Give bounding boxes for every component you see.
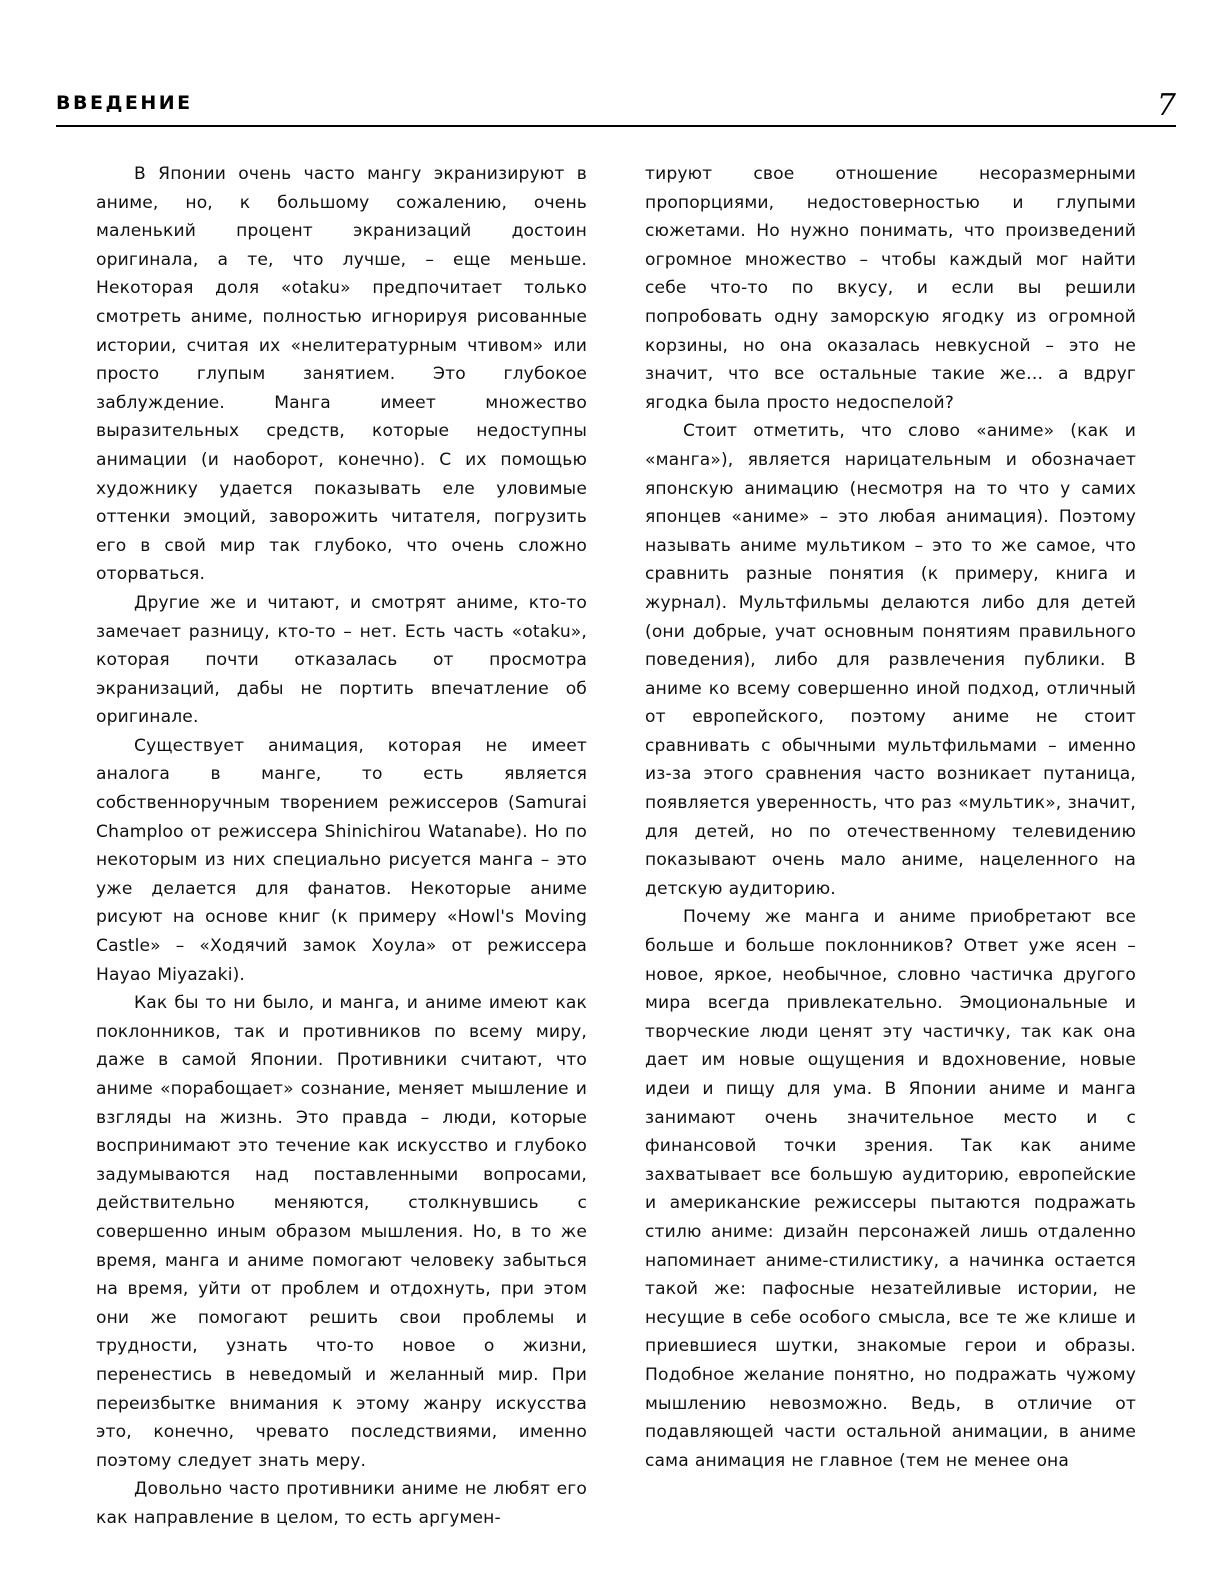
column-right [645, 160, 1136, 1533]
column-left [96, 160, 587, 1533]
paragraph: Довольно часто противники аниме не любят его как направление в целом, то есть аргумен- [96, 1479, 587, 1528]
paragraph: Другие же и читают, и смотрят аниме, кто-то замечает разницу, кто-то – нет. Есть часть «otaku», которая почти отказалась от просмотра экранизаций, дабы не портить впечатление об оригинале. [96, 592, 587, 728]
paragraph: Как бы то ни было, и манга, и аниме имеют как поклонников, так и противников по всему миру, даже в самой Японии. Противники считают, что аниме «порабощает» сознание, меняет мышление и взгляды на жизнь. Это правда – люди, которые воспринимают это течение как искусство и глубоко задумываются над поставленными вопросами, действительно меняются, столкнувшись с совершенно иным образом мышления. Но, в то же время, манга и аниме помогают человеку забыться на время, уйти от проблем и отдохнуть, при этом они же помогают решить свои проблемы и трудности, узнать что-то новое о жизни, перенестись в неведомый и желанный мир. При переизбытке внимания к этому жанру искусства это, конечно, чревато последствиями, именно поэтому следует знать меру. [96, 993, 587, 1471]
paragraph: тируют свое отношение несоразмерными пропорциями, недостоверностью и глупыми сюжетами. Но нужно понимать, что произведений огромное множество – чтобы каждый мог найти себе что-то по вкусу, и если вы решили попробовать одну заморскую ягодку из огромной корзины, но она оказалась невкусной – это не значит, что все остальные такие же… а вдруг ягодка была просто недоспелой? [645, 164, 1136, 413]
paragraph: Почему же манга и аниме приобретают все больше и больше поклонников? Ответ уже ясен – новое, яркое, необычное, словно частичка другого мира всегда привлекательно. Эмоциональные и творческие люди ценят эту частичку, так как она дает им новые ощущения и вдохновение, новые идеи и пищу для ума. В Японии аниме и манга занимают очень значительное место и с финансовой точки зрения. Так как аниме захватывает все большую аудиторию, европейские и американские режиссеры пытаются подражать стилю аниме: дизайн персонажей лишь отдаленно напоминает аниме-стилистику, а начинка остается такой же: пафосные незатейливые истории, не несущие в себе особого смысла, все те же клише и приевшиеся шутки, знакомые герои и образы. Подобное желание понятно, но подражать чужому мышлению невозможно. Ведь, в отличие от подавляющей части остальной анимации, в аниме сама анимация не главное (тем не менее она [645, 907, 1136, 1471]
page-title: ВВЕДЕНИЕ [56, 92, 193, 114]
paragraph: Стоит отметить, что слово «аниме» (как и «манга»), является нарицательным и обозначает японскую анимацию (несмотря на то что у самих японцев «аниме» – это любая анимация). Поэтому называть аниме мультиком – это то же самое, что сравнить разные понятия (к примеру, книга и журнал). Мультфильмы делаются либо для детей (они добрые, учат основным понятиям правильного поведения), либо для развлечения публики. В аниме ко всему совершенно иной подход, отличный от европейского, поэтому аниме не стоит сравнивать с обычными мультфильмами – именно из-за этого сравнения часто возникает путаница, появляется уверенность, что раз «мультик», значит, для детей, но по отечественному телевидению показывают очень мало аниме, нацеленного на детскую аудиторию. [645, 421, 1136, 899]
paragraph: Существует анимация, которая не имеет аналога в манге, то есть является собственноручным творением режиссеров (Samurai Champloo от режиссера Shinichirou Watanabe). Но по некоторым из них специально рисуется манга – это уже делается для фанатов. Некоторые аниме рисуют на основе книг (к примеру «Howl's Moving Castle» – «Ходячий замок Хоула» от режиссера Hayao Miyazaki). [96, 735, 587, 985]
header-divider [56, 125, 1176, 127]
page-header [56, 88, 1176, 132]
paragraph: В Японии очень часто мангу экранизируют в аниме, но, к большому сожалению, очень маленький процент экранизаций достоин оригинала, а те, что лучше, – еще меньше. Некоторая доля «otaku» предпочитает только смотреть аниме, полностью игнорируя рисованные истории, считая их «нелитературным чтивом» или просто глупым занятием. Это глубокое заблуждение. Манга имеет множество выразительных средств, которые недоступны анимации (и наоборот, конечно). С их помощью художнику удается показывать еле уловимые оттенки эмоций, заворожить читателя, погрузить его в свой мир так глубоко, что очень сложно оторваться. [96, 164, 587, 585]
page-number: 7 [1156, 88, 1176, 123]
text-columns [96, 160, 1136, 1533]
